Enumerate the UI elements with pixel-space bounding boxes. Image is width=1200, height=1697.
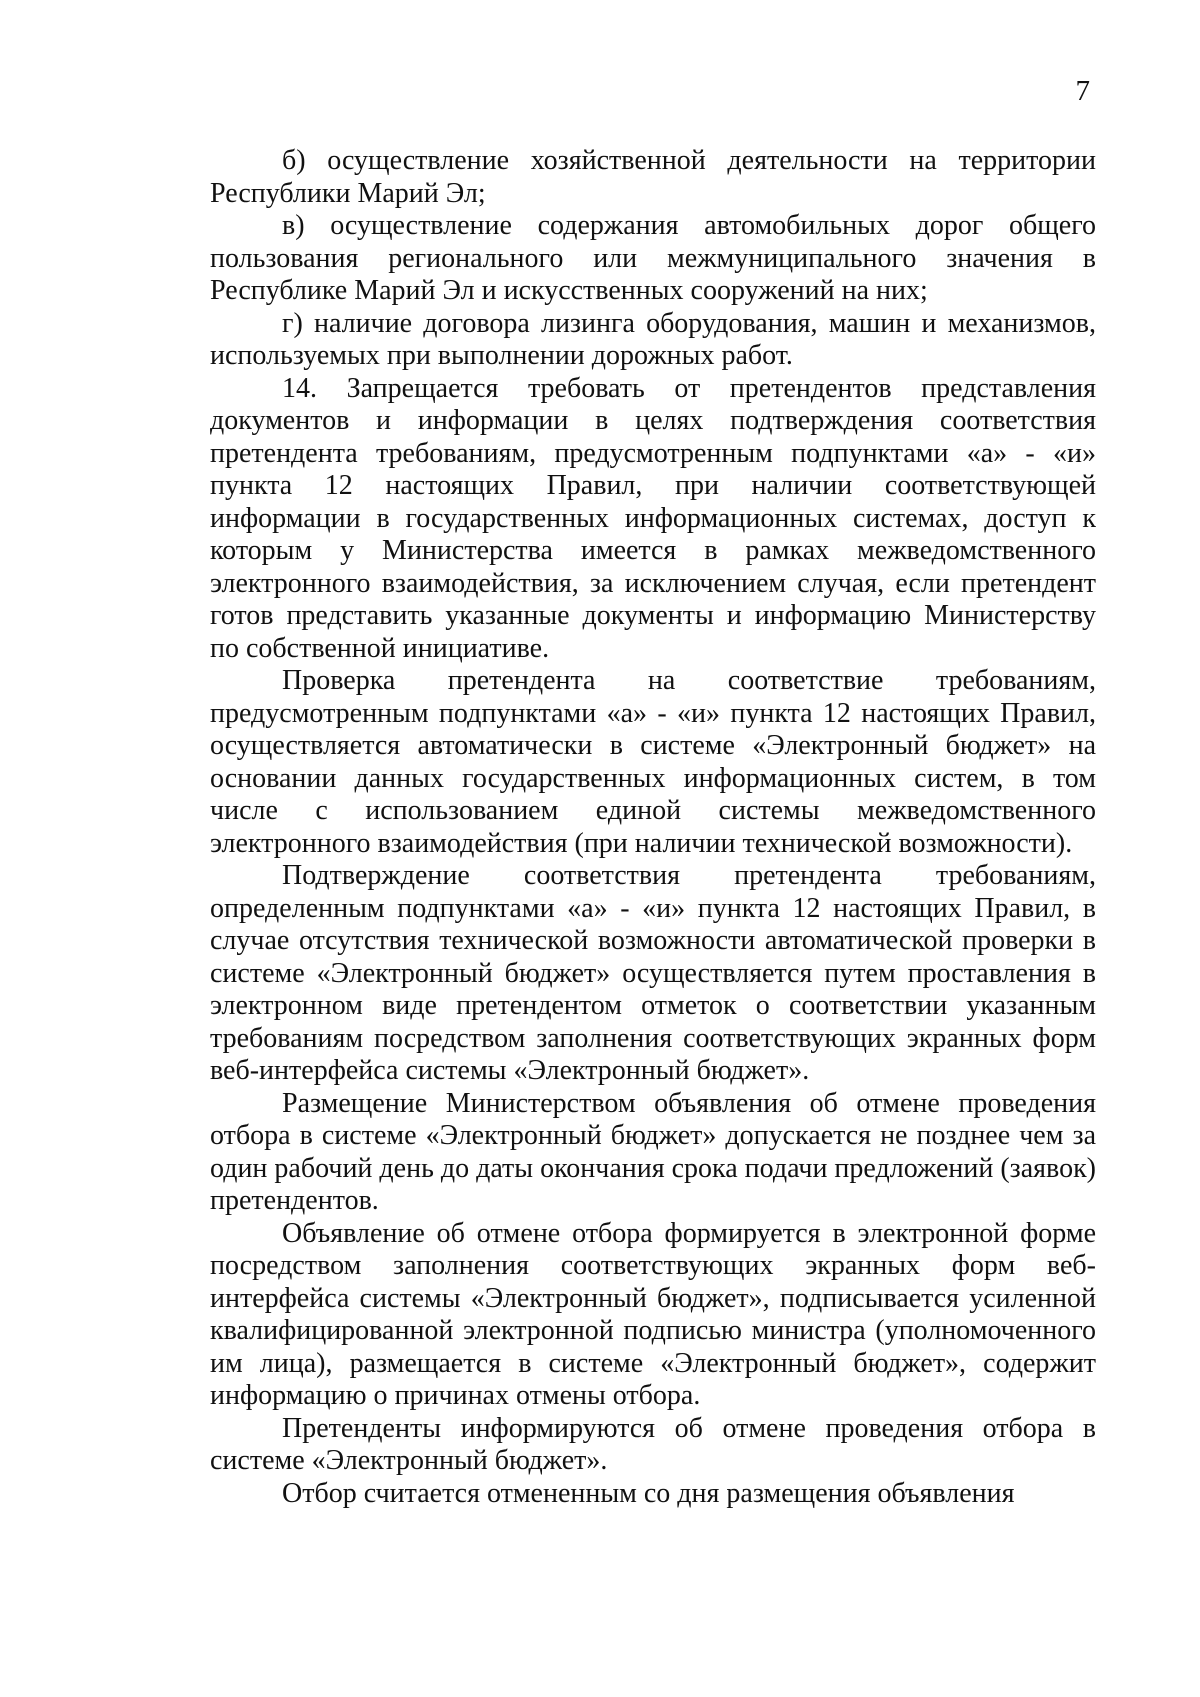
paragraph-cancellation-posting: Размещение Министерством объявления об отмене проведения отбора в системе «Электронный бюджет» допускается не позднее чем за один рабочий день до даты окончания срока подачи предложений (заявок) претендентов. [210, 1087, 1097, 1216]
paragraph-item-14: 14. Запрещается требовать от претендентов представления документов и информации в целях подтверждения соответствия претендента требованиям, предусмотренным подпунктами «а» - «и» пункта 12 настоящих Правил, при наличии соответствующей информации в государственных информационных системах, доступ к которым у Министерства имеется в рамках межведомственного электронного взаимодействия, за исключением случая, если претендент готов представить указанные документы и информацию Министерству по собственной инициативе. [210, 372, 1096, 664]
paragraph-subitem-v: в) осуществление содержания автомобильных дорог общего пользования регионального или межмуниципального значения в Республике Марий Эл и искусственных сооружений на них; [210, 210, 1096, 306]
page-number: 7 [1075, 75, 1090, 107]
paragraph-cancellation-notice: Объявление об отмене отбора формируется в электронной форме посредством заполнения соответствующих экранных форм веб-интерфейса системы «Электронный бюджет», подписывается усиленной квалифицированной электронной подписью министра (уполномоченного им лица), размещается в системе «Электронный бюджет», содержит информацию о причинах отмены отбора. [210, 1217, 1096, 1411]
paragraph-selection-cancelled: Отбор считается отмененным со дня размещения объявления [282, 1477, 1015, 1509]
paragraph-subitem-g: г) наличие договора лизинга оборудования, машин и механизмов, используемых при выполнении дорожных работ. [210, 307, 1096, 371]
paragraph-verification: Проверка претендента на соответствие требованиям, предусмотренным подпунктами «а» - «и» пункта 12 настоящих Правил, осуществляется автоматически в системе «Электронный бюджет» на основании данных государственных информационных систем, в том числе с использованием единой системы межведомственного электронного взаимодействия (при наличии технической возможности). [210, 665, 1096, 859]
paragraph-confirmation: Подтверждение соответствия претендента требованиям, определенным подпунктами «а» - «и» пункта 12 настоящих Правил, в случае отсутствия технической возможности автоматической проверки в системе «Электронный бюджет» осуществляется путем проставления в электронном виде претендентом отметок о соответствии указанным требованиям посредством заполнения соответствующих экранных форм веб-интерфейса системы «Электронный бюджет». [210, 860, 1096, 1086]
paragraph-applicants-informed: Претенденты информируются об отмене проведения отбора в системе «Электронный бюджет». [210, 1412, 1096, 1476]
paragraph-subitem-b: б) осуществление хозяйственной деятельности на территории Республики Марий Эл; [210, 145, 1096, 209]
document-body [210, 145, 1096, 1510]
